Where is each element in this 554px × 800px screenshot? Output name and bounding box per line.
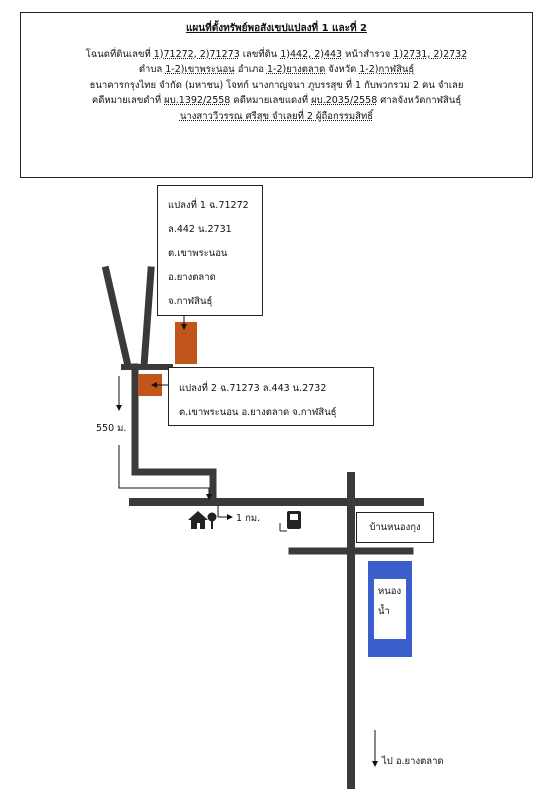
pond-label xyxy=(374,579,406,639)
deed-label: โฉนดที่ดินเลขที่ xyxy=(85,48,154,60)
tree-icon xyxy=(208,513,217,530)
distance-550-label: 550 ม. xyxy=(96,423,127,434)
plot-1-land-no: ล.442 น.2731 xyxy=(168,224,232,235)
plot-1-tambon: ต.เขาพระนอน xyxy=(168,248,228,259)
pond xyxy=(368,561,412,657)
survey-numbers: 1)2731, 2)2732 xyxy=(393,48,468,60)
house-icon xyxy=(188,511,208,529)
plot-2-location: ต.เขาพระนอน อ.ยางตลาด จ.กาฬสินธุ์ xyxy=(179,407,337,418)
map-title: แผนที่ตั้งทรัพย์พอสังเขปแปลงที่ 1 และที่ 2 xyxy=(185,23,367,34)
tambon-label: ตำบล xyxy=(138,64,166,75)
amphoe-value: 1-2)ยางตลาด xyxy=(266,64,326,75)
plot-1-marker xyxy=(175,322,197,364)
owner-line: นางสาววีวรรณ ศรีสุข จำเลยที่ 2 ผู้ถือกรรมสิทธิ์ xyxy=(179,110,374,122)
court-label: ศาลจังหวัดกาฬสินธุ์ xyxy=(377,95,462,106)
plot-1-title: แปลงที่ 1 ฉ.71272 xyxy=(168,200,249,211)
gas-station-icon xyxy=(280,511,301,531)
province-label: จังหวัด xyxy=(325,64,360,75)
land-numbers: 1)442, 2)443 xyxy=(280,48,343,60)
deed-numbers: 1)71272, 2)71273 xyxy=(153,48,240,60)
road-fork-right xyxy=(144,270,151,366)
road-fork-left xyxy=(106,270,128,366)
parties-line: ธนาคารกรุงไทย จำกัด (มหาชน) โจทก์ นางกาญจนา ภูบรรสุข ที่ 1 กับพวกรวม 2 คน จำเลย xyxy=(89,79,464,91)
amphoe-label: อำเภอ xyxy=(234,64,267,75)
red-case-number: ผบ.2035/2558 xyxy=(311,95,378,106)
black-case-label: คดีหมายเลขดำที่ xyxy=(91,95,165,106)
direction-label: ไป อ.ยางตลาด xyxy=(382,756,444,767)
pond-label-line1: หนอง xyxy=(378,586,402,597)
plot-2-title: แปลงที่ 2 ฉ.71273 ล.443 น.2732 xyxy=(179,383,327,394)
distance-1km-label: 1 กม. xyxy=(236,513,261,524)
plot-1-callout xyxy=(157,185,263,316)
black-case-number: ผบ.1392/2558 xyxy=(164,95,231,106)
province-value: 1-2)กาฬสินธุ์ xyxy=(359,64,415,75)
tambon-value: 1-2)เขาพระนอน xyxy=(165,64,235,75)
red-case-label: คดีหมายเลขแดงที่ xyxy=(230,95,312,106)
plot-2-callout xyxy=(168,367,374,426)
village-label: บ้านหนองกุง xyxy=(356,512,434,543)
land-label: เลขที่ดิน xyxy=(239,48,281,60)
survey-label: หน้าสำรวจ xyxy=(342,48,394,60)
plot-1-province: จ.กาฬสินธุ์ xyxy=(168,296,213,307)
pond-label-line2: น้ำ xyxy=(378,606,390,617)
plot-1-amphoe: อ.ยางตลาด xyxy=(168,272,216,283)
